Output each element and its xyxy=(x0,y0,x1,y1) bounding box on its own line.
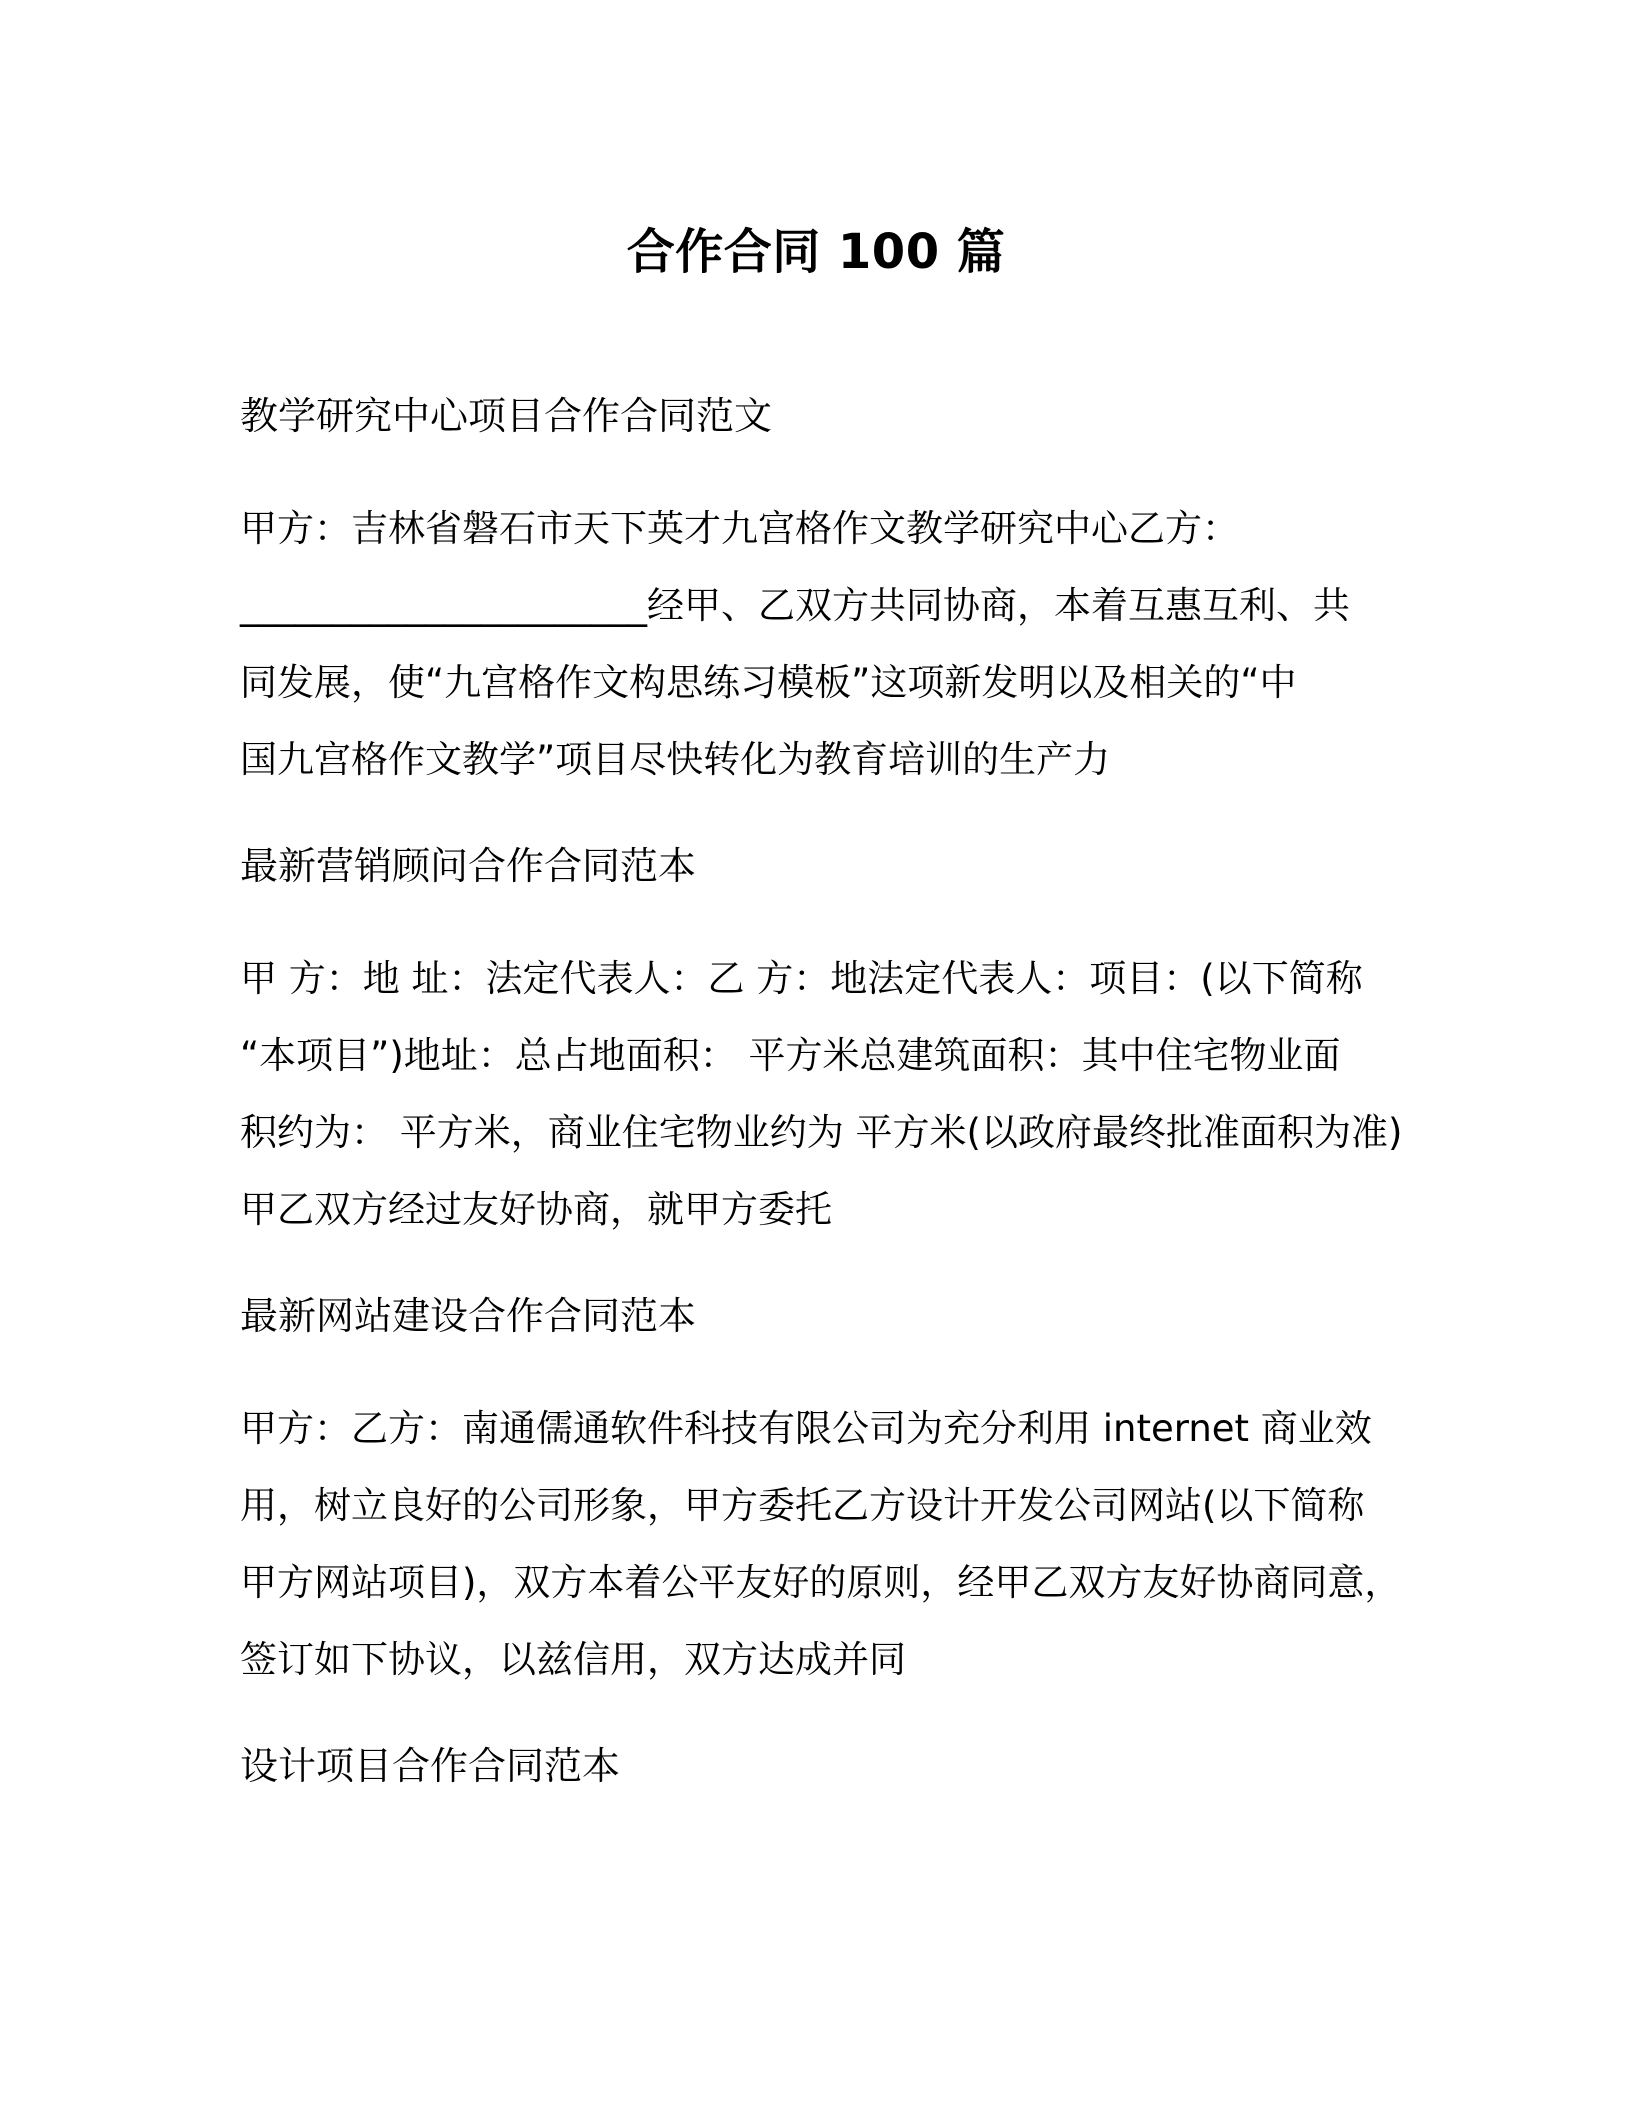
section-website-construction xyxy=(240,1286,1410,1698)
body-line: “本项目”)地址：总占地面积： 平方米总建筑面积：其中住宅物业面 xyxy=(240,1034,1341,1077)
section-marketing-consultant xyxy=(240,836,1410,1248)
body-line: 同发展，使“九宫格作文构思练习模板”这项新发明以及相关的“中 xyxy=(240,661,1297,704)
body-line: 甲方：吉林省磐石市天下英才九宫格作文教学研究中心乙方： xyxy=(240,507,1239,550)
section-body xyxy=(240,1390,1410,1698)
body-line: 甲方：乙方：南通儒通软件科技有限公司为充分利用 internet 商业效 xyxy=(240,1407,1372,1450)
body-line: 甲乙双方经过友好协商，就甲方委托 xyxy=(240,1188,832,1231)
section-body xyxy=(240,490,1410,798)
body-line: ______________________经甲、乙双方共同协商，本着互惠互利、共 xyxy=(240,584,1350,627)
body-line: 国九宫格作文教学”项目尽快转化为教育培训的生产力 xyxy=(240,738,1111,781)
section-heading: 设计项目合作合同范本 xyxy=(240,1744,621,1788)
section-heading: 教学研究中心项目合作合同范文 xyxy=(240,394,773,438)
section-design-project xyxy=(240,1736,1410,1796)
body-line: 签订如下协议，以兹信用，双方达成并同 xyxy=(240,1638,906,1681)
document-title: 合作合同 100 篇 xyxy=(626,224,1006,280)
section-heading: 最新营销顾问合作合同范本 xyxy=(240,844,697,888)
body-line: 甲方网站项目)，双方本着公平友好的原则，经甲乙双方友好协商同意， xyxy=(240,1561,1402,1604)
document-content xyxy=(240,386,1410,1840)
body-line: 积约为： 平方米，商业住宅物业约为 平方米(以政府最终批准面积为准) xyxy=(240,1111,1403,1154)
section-teaching-research xyxy=(240,386,1410,798)
section-heading: 最新网站建设合作合同范本 xyxy=(240,1294,697,1338)
body-line: 用，树立良好的公司形象，甲方委托乙方设计开发公司网站(以下简称 xyxy=(240,1484,1365,1527)
section-body xyxy=(240,940,1410,1248)
body-line: 甲 方：地 址：法定代表人：乙 方：地法定代表人：项目：(以下简称 xyxy=(240,957,1363,1000)
